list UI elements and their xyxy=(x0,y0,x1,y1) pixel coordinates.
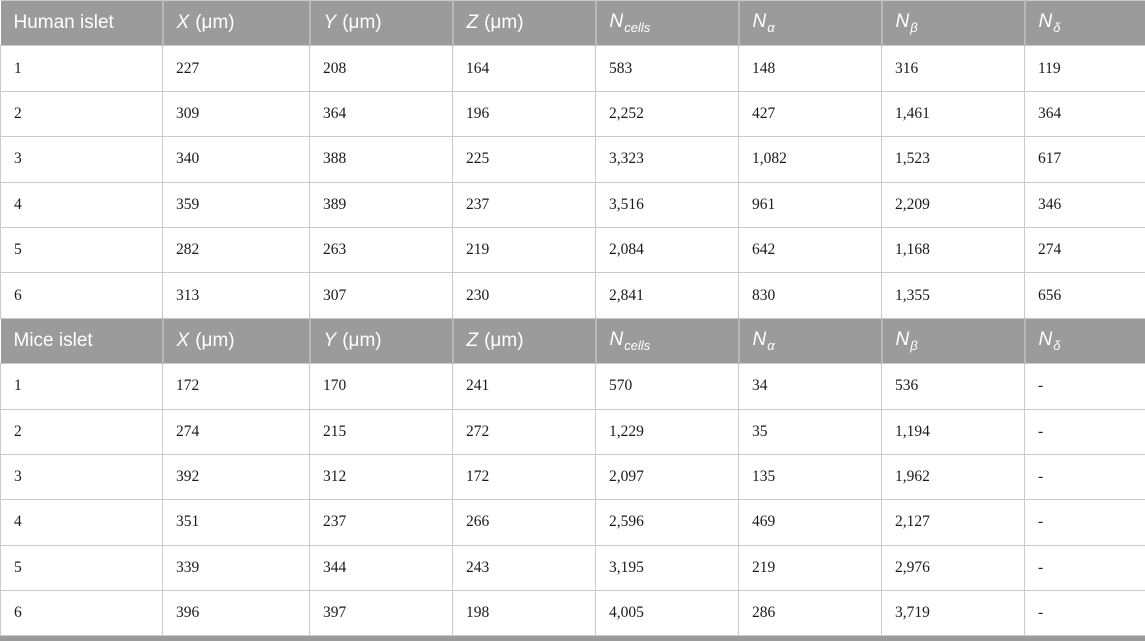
value-cell: 230 xyxy=(453,273,596,318)
column-header xyxy=(1025,318,1145,363)
column-header-subscript: δ xyxy=(1053,338,1060,353)
value-cell: 3,719 xyxy=(882,591,1025,636)
value-cell: 274 xyxy=(163,409,310,454)
value-cell: 656 xyxy=(1025,273,1145,318)
value-cell: 2,252 xyxy=(596,91,739,136)
row-index-cell: 4 xyxy=(1,500,163,545)
value-cell: 570 xyxy=(596,364,739,409)
value-cell: 266 xyxy=(453,500,596,545)
column-header-unit: (μm) xyxy=(342,330,381,351)
column-header xyxy=(163,1,310,46)
value-cell: 237 xyxy=(310,500,453,545)
value-cell: 172 xyxy=(453,454,596,499)
value-cell: 1,355 xyxy=(882,273,1025,318)
value-cell: 1,194 xyxy=(882,409,1025,454)
value-cell: 313 xyxy=(163,273,310,318)
row-index-cell: 1 xyxy=(1,46,163,91)
table-row xyxy=(1,545,1145,590)
value-cell: 2,976 xyxy=(882,545,1025,590)
column-header-unit: (μm) xyxy=(342,12,381,33)
value-cell: - xyxy=(1025,409,1145,454)
column-header xyxy=(453,318,596,363)
section-header-row xyxy=(1,1,1145,46)
section-label: Mice islet xyxy=(1,318,163,363)
column-header xyxy=(739,318,882,363)
row-index-cell: 2 xyxy=(1,91,163,136)
value-cell: 148 xyxy=(739,46,882,91)
table-row xyxy=(1,227,1145,272)
column-header-base: Y xyxy=(324,12,337,33)
value-cell: 3,516 xyxy=(596,182,739,227)
value-cell: 135 xyxy=(739,454,882,499)
column-header-base: N xyxy=(896,329,910,350)
section-header-row xyxy=(1,318,1145,363)
column-header-unit: (μm) xyxy=(195,12,234,33)
column-header-base: N xyxy=(1039,329,1053,350)
value-cell: 263 xyxy=(310,227,453,272)
table-row xyxy=(1,500,1145,545)
column-header xyxy=(739,1,882,46)
table-row xyxy=(1,409,1145,454)
row-index-cell: 3 xyxy=(1,137,163,182)
column-header xyxy=(596,1,739,46)
value-cell: 225 xyxy=(453,137,596,182)
value-cell: 307 xyxy=(310,273,453,318)
value-cell: 583 xyxy=(596,46,739,91)
table-row xyxy=(1,591,1145,636)
table-row xyxy=(1,182,1145,227)
column-header-base: N xyxy=(1039,11,1053,32)
value-cell: 316 xyxy=(882,46,1025,91)
value-cell: 1,461 xyxy=(882,91,1025,136)
value-cell: 35 xyxy=(739,409,882,454)
table-row xyxy=(1,454,1145,499)
value-cell: 4,005 xyxy=(596,591,739,636)
value-cell: 2,209 xyxy=(882,182,1025,227)
column-header xyxy=(163,318,310,363)
value-cell: 312 xyxy=(310,454,453,499)
value-cell: 536 xyxy=(882,364,1025,409)
column-header xyxy=(310,1,453,46)
column-header-base: N xyxy=(896,11,910,32)
column-header-subscript: β xyxy=(910,20,917,35)
column-header xyxy=(596,318,739,363)
value-cell: 198 xyxy=(453,591,596,636)
value-cell: 196 xyxy=(453,91,596,136)
value-cell: 282 xyxy=(163,227,310,272)
row-index-cell: 6 xyxy=(1,273,163,318)
value-cell: 388 xyxy=(310,137,453,182)
column-header-base: Z xyxy=(467,12,479,33)
column-header-subscript: δ xyxy=(1053,20,1060,35)
value-cell: 346 xyxy=(1025,182,1145,227)
section-label: Human islet xyxy=(1,1,163,46)
value-cell: 1,229 xyxy=(596,409,739,454)
column-header-base: N xyxy=(610,329,624,350)
value-cell: 344 xyxy=(310,545,453,590)
column-header-unit: (μm) xyxy=(195,330,234,351)
column-header xyxy=(882,1,1025,46)
value-cell: 2,127 xyxy=(882,500,1025,545)
value-cell: 2,084 xyxy=(596,227,739,272)
value-cell: 227 xyxy=(163,46,310,91)
column-header xyxy=(882,318,1025,363)
value-cell: 469 xyxy=(739,500,882,545)
value-cell: 219 xyxy=(453,227,596,272)
value-cell: 219 xyxy=(739,545,882,590)
column-header-subscript: cells xyxy=(624,20,650,35)
value-cell: 397 xyxy=(310,591,453,636)
column-header-unit: (μm) xyxy=(484,330,523,351)
row-index-cell: 4 xyxy=(1,182,163,227)
value-cell: 396 xyxy=(163,591,310,636)
value-cell: 1,962 xyxy=(882,454,1025,499)
row-index-cell: 6 xyxy=(1,591,163,636)
value-cell: 309 xyxy=(163,91,310,136)
value-cell: 237 xyxy=(453,182,596,227)
value-cell: 1,523 xyxy=(882,137,1025,182)
value-cell: 208 xyxy=(310,46,453,91)
value-cell: 274 xyxy=(1025,227,1145,272)
value-cell: 34 xyxy=(739,364,882,409)
value-cell: 286 xyxy=(739,591,882,636)
value-cell: 1,168 xyxy=(882,227,1025,272)
value-cell: 2,596 xyxy=(596,500,739,545)
column-header-subscript: β xyxy=(910,338,917,353)
column-header-base: N xyxy=(753,11,767,32)
value-cell: 164 xyxy=(453,46,596,91)
column-header xyxy=(453,1,596,46)
column-header xyxy=(1025,1,1145,46)
table-body xyxy=(1,1,1145,636)
value-cell: 119 xyxy=(1025,46,1145,91)
row-index-cell: 3 xyxy=(1,454,163,499)
value-cell: 3,323 xyxy=(596,137,739,182)
value-cell: 170 xyxy=(310,364,453,409)
value-cell: 272 xyxy=(453,409,596,454)
value-cell: 617 xyxy=(1025,137,1145,182)
column-header-subscript: α xyxy=(767,20,774,35)
column-header xyxy=(310,318,453,363)
value-cell: - xyxy=(1025,454,1145,499)
column-header-base: Y xyxy=(324,330,337,351)
value-cell: 243 xyxy=(453,545,596,590)
value-cell: - xyxy=(1025,591,1145,636)
value-cell: 1,082 xyxy=(739,137,882,182)
column-header-subscript: cells xyxy=(624,338,650,353)
value-cell: 389 xyxy=(310,182,453,227)
value-cell: 427 xyxy=(739,91,882,136)
value-cell: 215 xyxy=(310,409,453,454)
value-cell: - xyxy=(1025,545,1145,590)
table-row xyxy=(1,46,1145,91)
value-cell: 642 xyxy=(739,227,882,272)
row-index-cell: 2 xyxy=(1,409,163,454)
value-cell: - xyxy=(1025,364,1145,409)
value-cell: 339 xyxy=(163,545,310,590)
table-row xyxy=(1,91,1145,136)
table-row xyxy=(1,137,1145,182)
value-cell: 351 xyxy=(163,500,310,545)
column-header-base: N xyxy=(610,11,624,32)
column-header-base: Z xyxy=(467,330,479,351)
value-cell: 172 xyxy=(163,364,310,409)
value-cell: 364 xyxy=(310,91,453,136)
column-header-subscript: α xyxy=(767,338,774,353)
row-index-cell: 5 xyxy=(1,545,163,590)
row-index-cell: 1 xyxy=(1,364,163,409)
column-header-base: N xyxy=(753,329,767,350)
column-header-unit: (μm) xyxy=(484,12,523,33)
value-cell: - xyxy=(1025,500,1145,545)
value-cell: 364 xyxy=(1025,91,1145,136)
value-cell: 392 xyxy=(163,454,310,499)
column-header-base: X xyxy=(177,330,190,351)
value-cell: 830 xyxy=(739,273,882,318)
table-row xyxy=(1,273,1145,318)
value-cell: 340 xyxy=(163,137,310,182)
table-bottom-border xyxy=(0,636,1145,641)
value-cell: 359 xyxy=(163,182,310,227)
row-index-cell: 5 xyxy=(1,227,163,272)
value-cell: 3,195 xyxy=(596,545,739,590)
value-cell: 2,097 xyxy=(596,454,739,499)
value-cell: 2,841 xyxy=(596,273,739,318)
column-header-base: X xyxy=(177,12,190,33)
value-cell: 961 xyxy=(739,182,882,227)
table-row xyxy=(1,364,1145,409)
value-cell: 241 xyxy=(453,364,596,409)
